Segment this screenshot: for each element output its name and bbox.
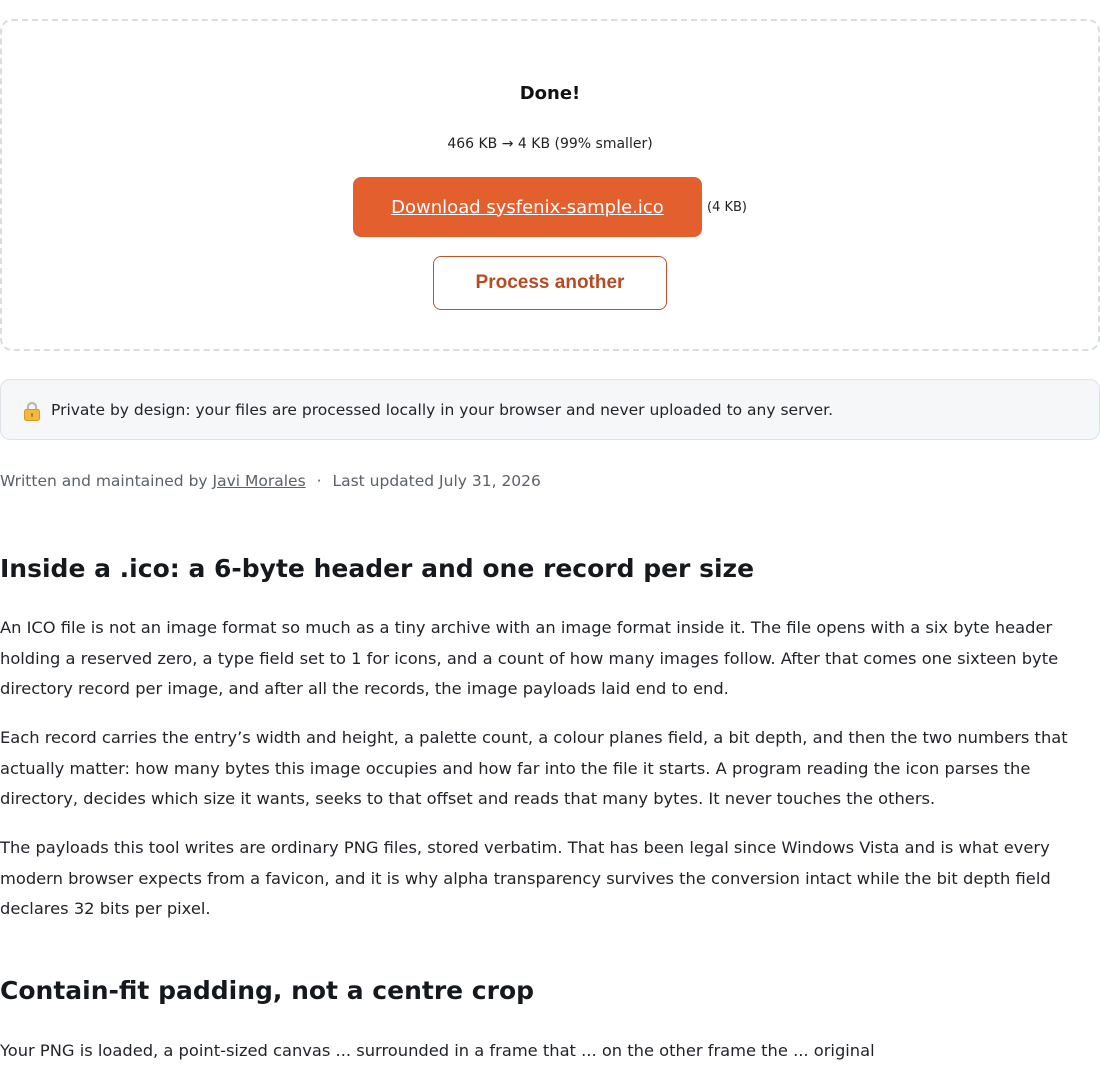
article-paragraph: The payloads this tool writes are ordinary PNG files, stored verbatim. That has been legal since Windows Vista and is what every modern browser expects from a favicon, and it is why alpha transparency survives the conversion intact while the bit depth field declares 32 bits per pixel. <box>0 838 1051 918</box>
last-updated: Last updated July 31, 2026 <box>332 472 541 490</box>
section-heading-contain-fit: Contain-fit padding, not a centre crop <box>0 976 535 1005</box>
byline <box>0 472 541 490</box>
size-summary: 466 KB → 4 KB (99% smaller) <box>447 136 653 152</box>
download-size: (4 KB) <box>707 200 747 215</box>
result-title: Done! <box>519 83 581 104</box>
byline-prefix: Written and maintained by <box>0 472 208 490</box>
privacy-text: Private by design: your files are processed locally in your browser and never uploaded to any server. <box>51 400 834 419</box>
author-link[interactable]: Javi Morales <box>212 472 306 490</box>
byline-separator: · <box>316 472 322 490</box>
download-button[interactable]: Download sysfenix-sample.ico <box>353 177 702 237</box>
lock-icon <box>23 401 41 421</box>
section-heading-ico-structure: Inside a .ico: a 6-byte header and one record per size <box>0 554 755 583</box>
article-paragraph: An ICO file is not an image format so much as a tiny archive with an image format inside it. The file opens with a six byte header holding a reserved zero, a type field set to 1 for icons, and a count of how many images follow. After that comes one sixteen byte directory record per image, and after all the records, the image payloads laid end to end. <box>0 618 1059 698</box>
article-paragraph: Each record carries the entry’s width and height, a palette count, a colour planes field, a bit depth, and then the two numbers that actually matter: how many bytes this image occupies and how far into the file it starts. A program reading the icon parses the directory, decides which size it wants, seeks to that offset and reads that many bytes. It never touches the others. <box>0 728 1068 808</box>
article-paragraph: Your PNG is loaded, a point-sized canvas ... surrounded in a frame that ... on the other frame the ... original <box>0 1041 875 1060</box>
privacy-banner <box>0 379 1100 440</box>
process-another-button[interactable]: Process another <box>433 256 667 310</box>
